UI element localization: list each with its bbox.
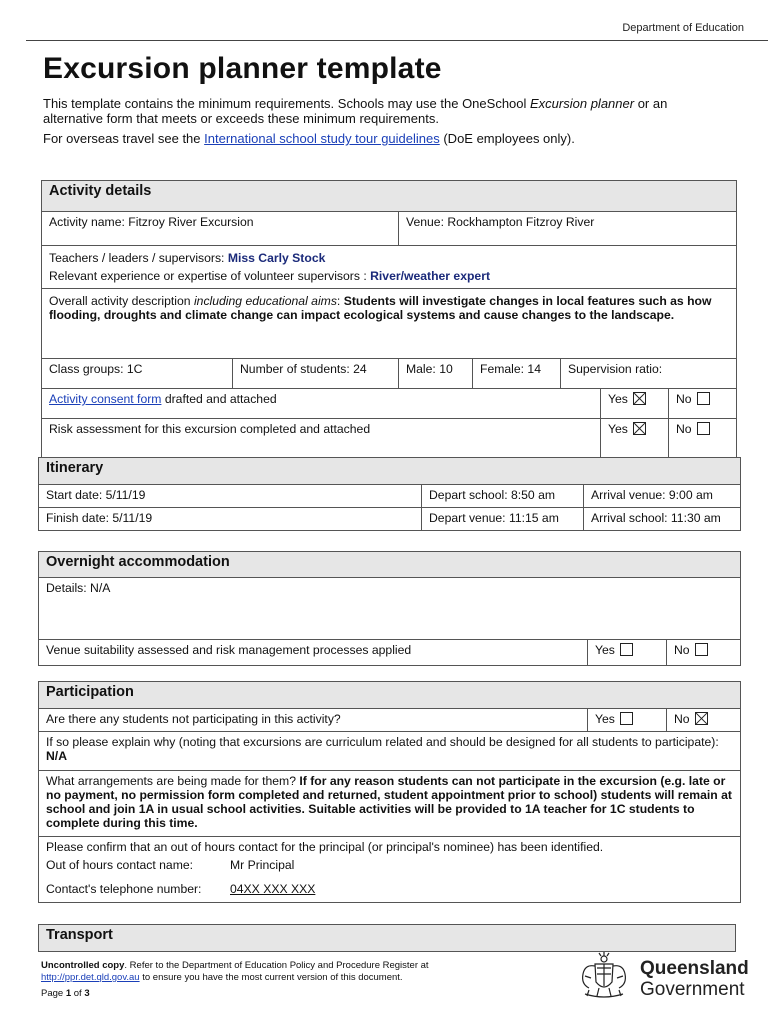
overseas-text-a: For overseas travel see the	[43, 131, 205, 146]
description-value: Students will investigate changes in local features such as how flooding, droughts and climate change can impact ecological systems and cause changes to the landscape.	[49, 294, 712, 322]
participation-no-cell[interactable]	[667, 709, 741, 732]
arrival-school-cell[interactable]: Arrival school: 11:30 am	[584, 508, 741, 531]
venue-label: Venue:	[406, 215, 448, 229]
non-participation-question: Are there any students not participating in this activity?	[39, 709, 588, 732]
activity-name-cell[interactable]	[42, 212, 399, 246]
itinerary-section	[38, 457, 741, 531]
explain-value: N/A	[46, 749, 67, 763]
explain-cell[interactable]	[39, 732, 741, 771]
intro-text-a: This template contains the minimum requirements. Schools may use the OneSchool	[43, 96, 531, 111]
header-rule	[26, 40, 768, 41]
contact-name-row	[46, 858, 733, 872]
uncontrolled-copy-label: Uncontrolled copy	[41, 960, 125, 971]
consent-yes-label: Yes	[608, 392, 628, 406]
overnight-no-checkbox[interactable]	[695, 643, 708, 656]
risk-yes-label: Yes	[608, 422, 628, 436]
contact-name-label: Out of hours contact name:	[46, 858, 194, 872]
consent-yes-checkbox[interactable]	[633, 392, 646, 405]
transport-section	[38, 924, 736, 952]
activity-consent-form-link[interactable]: Activity consent form	[49, 392, 162, 406]
activity-description-cell[interactable]	[42, 289, 737, 359]
consent-no-label: No	[676, 392, 692, 406]
department-name: Department of Education	[622, 22, 744, 34]
footer-text-1: . Refer to the Department of Education Policy and Procedure Register at	[124, 960, 429, 971]
overnight-section	[38, 551, 741, 666]
risk-yes-checkbox[interactable]	[633, 422, 646, 435]
queensland-crest-icon	[575, 952, 633, 1002]
footer-text-2: to ensure you have the most current version of this document.	[139, 972, 403, 983]
venue-cell[interactable]	[399, 212, 737, 246]
description-colon: :	[336, 294, 344, 308]
logo-line-1: Queensland	[640, 958, 749, 979]
supervision-ratio-cell[interactable]: Supervision ratio:	[561, 359, 737, 389]
contact-name-value[interactable]: Mr Principal	[230, 858, 295, 872]
arrangements-value: If for any reason students can not participate in the excursion (e.g. late or no payment, no permission form completed and returned, student appointment prior to school) students will remain at school and join 1A in usual school activities. Suitable activities will be provided to 1A teacher for 1C students to complete during this time.	[46, 774, 732, 830]
out-of-hours-cell	[39, 837, 741, 903]
participation-yes-cell[interactable]	[588, 709, 667, 732]
risk-assessment-text: Risk assessment for this excursion completed and attached	[42, 419, 601, 458]
number-of-students-cell[interactable]: Number of students: 24	[233, 359, 399, 389]
page-total: 3	[84, 988, 90, 999]
start-date-cell[interactable]: Start date: 5/11/19	[39, 485, 422, 508]
page-title: Excursion planner template	[43, 52, 442, 85]
consent-form-row	[42, 389, 601, 419]
risk-no-checkbox[interactable]	[697, 422, 710, 435]
transport-heading: Transport	[39, 925, 736, 952]
finish-date-cell[interactable]: Finish date: 5/11/19	[39, 508, 422, 531]
itinerary-heading: Itinerary	[39, 458, 741, 485]
arrangements-cell[interactable]	[39, 771, 741, 837]
footer	[41, 960, 429, 1000]
page-number	[41, 988, 429, 1000]
contact-phone-label: Contact's telephone number:	[46, 882, 202, 896]
activity-details-section	[41, 180, 737, 458]
footer-line-1	[41, 960, 429, 972]
experience-label: Relevant experience or expertise of volunteer supervisors :	[49, 269, 371, 283]
contact-phone-value[interactable]: 04XX XXX XXX	[230, 882, 316, 896]
participation-yes-label: Yes	[595, 712, 615, 726]
overseas-text-b: (DoE employees only).	[439, 131, 575, 146]
participation-heading: Participation	[39, 682, 741, 709]
description-italic: including educational aims	[193, 294, 337, 308]
teachers-label: Teachers / leaders / supervisors:	[49, 251, 228, 265]
teachers-line	[49, 249, 729, 267]
explain-label: If so please explain why (noting that excursions are curriculum related and should be designed for all students to participate):	[46, 735, 719, 749]
arrival-venue-cell[interactable]: Arrival venue: 9:00 am	[584, 485, 741, 508]
ppr-url-link[interactable]: http://ppr.det.qld.gov.au	[41, 972, 140, 983]
intro-text	[43, 96, 723, 146]
teachers-cell[interactable]	[42, 246, 737, 289]
participation-no-label: No	[674, 712, 690, 726]
contact-phone-row	[46, 882, 733, 896]
intro-italic: Excursion planner	[530, 96, 635, 111]
overnight-yes-checkbox[interactable]	[620, 643, 633, 656]
consent-text: drafted and attached	[161, 392, 277, 406]
risk-no-label: No	[676, 422, 692, 436]
male-cell[interactable]: Male: 10	[399, 359, 473, 389]
depart-school-cell[interactable]: Depart school: 8:50 am	[422, 485, 584, 508]
activity-name-value: Fitzroy River Excursion	[128, 215, 254, 229]
intro-paragraph	[43, 96, 723, 126]
queensland-government-logo	[640, 958, 749, 1000]
venue-suitability-text: Venue suitability assessed and risk management processes applied	[39, 640, 588, 666]
overnight-heading: Overnight accommodation	[39, 552, 741, 578]
overseas-paragraph	[43, 131, 723, 146]
experience-value: River/weather expert	[370, 269, 491, 283]
confirm-text: Please confirm that an out of hours contact for the principal (or principal's nominee) has been identified.	[46, 840, 604, 854]
intro-text-b: or an alternative form that meets or exceeds these minimum requirements.	[43, 96, 668, 126]
consent-yes-cell[interactable]	[601, 389, 669, 419]
study-tour-guidelines-link[interactable]: International school study tour guidelines	[204, 131, 440, 146]
teachers-value: Miss Carly Stock	[227, 251, 326, 265]
overnight-details-cell[interactable]: Details: N/A	[39, 578, 741, 640]
logo-line-2: Government	[640, 979, 745, 1000]
page-of: of	[71, 988, 85, 999]
risk-no-cell[interactable]	[669, 419, 737, 458]
arrangements-label: What arrangements are being made for them?	[46, 774, 300, 788]
overnight-yes-label: Yes	[595, 643, 615, 657]
class-groups-cell[interactable]: Class groups: 1C	[42, 359, 233, 389]
activity-details-heading: Activity details	[42, 181, 737, 212]
consent-no-checkbox[interactable]	[697, 392, 710, 405]
overnight-yes-cell[interactable]	[588, 640, 667, 666]
description-label: Overall activity description	[49, 294, 194, 308]
page-current: 1	[65, 988, 72, 999]
activity-name-label: Activity name:	[49, 215, 129, 229]
participation-section	[38, 681, 741, 903]
risk-yes-cell[interactable]	[601, 419, 669, 458]
overnight-no-cell[interactable]	[667, 640, 741, 666]
footer-line-2	[41, 972, 429, 984]
depart-venue-cell[interactable]: Depart venue: 11:15 am	[422, 508, 584, 531]
female-cell[interactable]: Female: 14	[473, 359, 561, 389]
participation-no-checkbox[interactable]	[695, 712, 708, 725]
overnight-no-label: No	[674, 643, 690, 657]
venue-value: Rockhampton Fitzroy River	[447, 215, 595, 229]
participation-yes-checkbox[interactable]	[620, 712, 633, 725]
page-label: Page	[41, 988, 66, 999]
consent-no-cell[interactable]	[669, 389, 737, 419]
experience-line	[49, 267, 729, 285]
